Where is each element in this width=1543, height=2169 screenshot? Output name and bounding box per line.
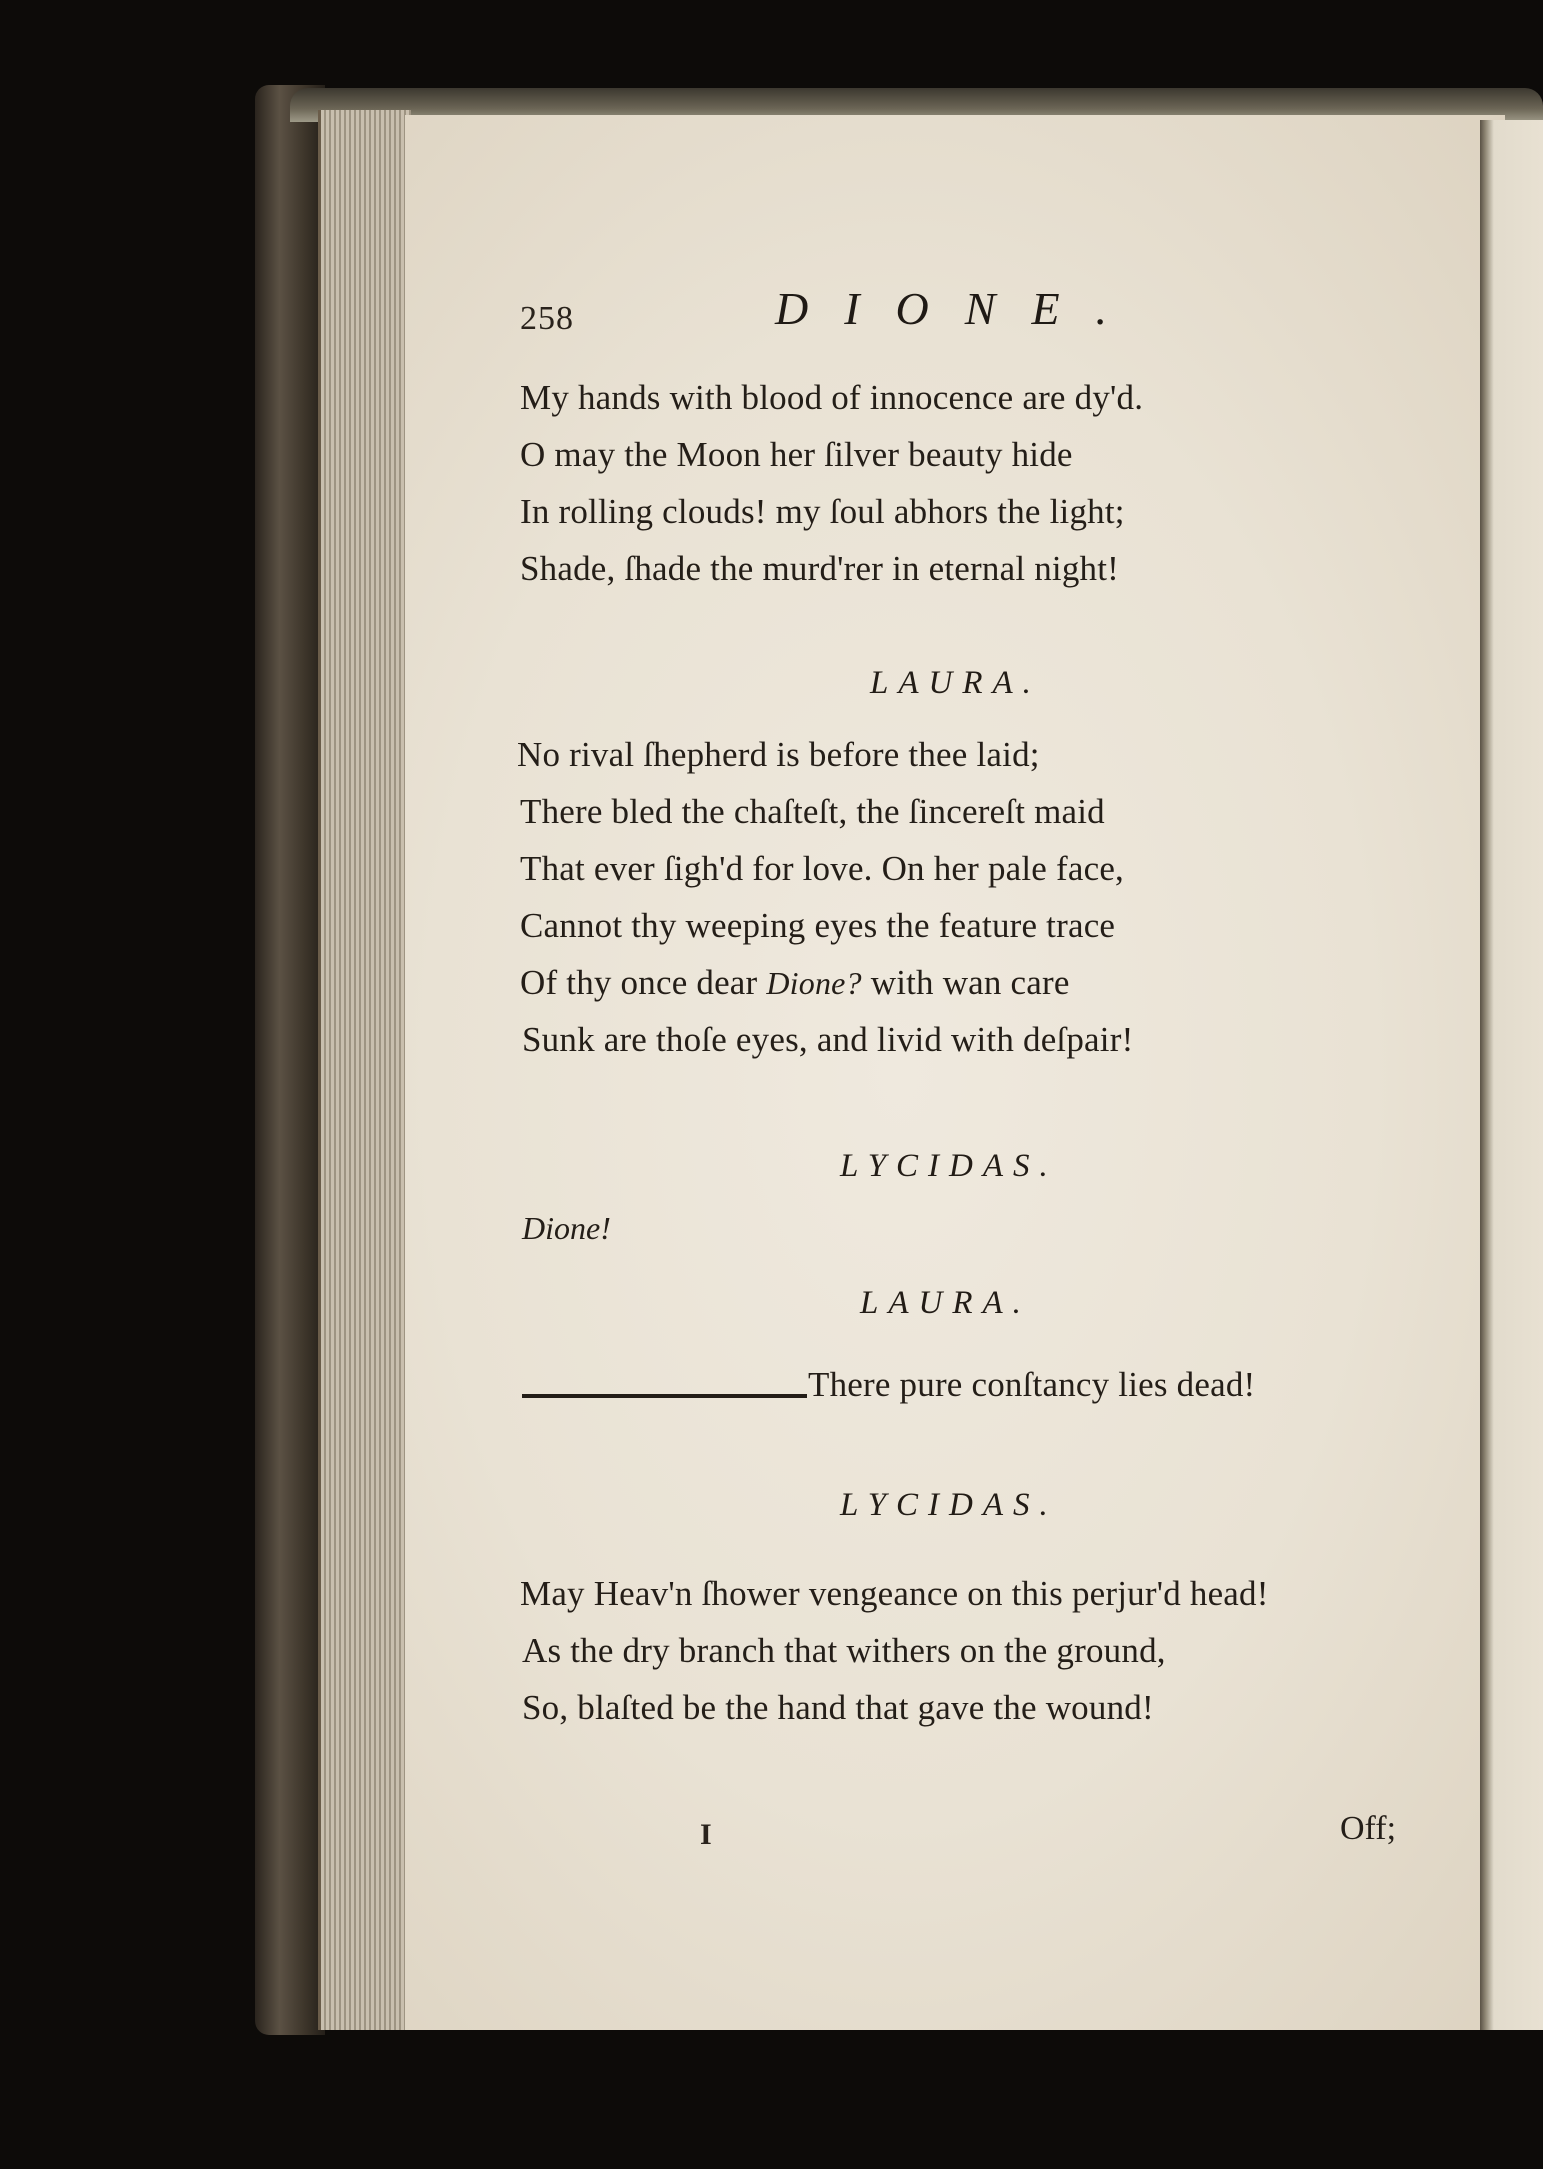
verse-line: In rolling clouds! my ſoul abhors the light; (520, 492, 1125, 531)
page-number: 258 (520, 300, 574, 337)
facing-page-edge (1480, 120, 1543, 2030)
verse-line: Cannot thy weeping eyes the feature trace (520, 906, 1116, 945)
book-spine (255, 85, 325, 2035)
running-title: DIONE. (775, 283, 1144, 334)
speaker-heading: LAURA. (860, 1285, 1031, 1321)
speaker-heading: LYCIDAS. (840, 1148, 1058, 1184)
verse-line: O may the Moon her ſilver beauty hide (520, 435, 1073, 474)
page-edges (318, 110, 411, 2030)
signature-mark: I (700, 1818, 712, 1851)
interjection: Dione! (522, 1210, 611, 1246)
verse-line: My hands with blood of innocence are dy'd. (520, 378, 1144, 417)
speaker-heading: LAURA. (870, 665, 1041, 701)
verse-line: So, blaſted be the hand that gave the wound! (522, 1688, 1154, 1727)
verse-name-italic: Dione? (766, 965, 862, 1001)
verse-line: No rival ſhepherd is before thee laid; (517, 735, 1040, 774)
verse-line: There bled the chaſteſt, the ſincereſt maid (520, 792, 1105, 831)
verse-line: May Heav'n ſhower vengeance on this perjur'd head! (520, 1574, 1269, 1613)
page-header (520, 280, 1200, 340)
verse-line: There pure conſtancy lies dead! (808, 1365, 1256, 1404)
em-dash-rule (522, 1394, 807, 1398)
verse-line: Sunk are thoſe eyes, and livid with deſpair! (522, 1020, 1134, 1059)
verse-line: That ever ſigh'd for love. On her pale face, (520, 849, 1125, 888)
verse-line: Shade, ſhade the murd'rer in eternal night! (520, 549, 1120, 588)
verse-line: As the dry branch that withers on the ground, (522, 1631, 1166, 1670)
verse-text: with wan care (870, 963, 1070, 1002)
catchword: Off; (1340, 1810, 1397, 1847)
verse-text: Of thy once dear (520, 963, 758, 1002)
speaker-heading: LYCIDAS. (840, 1487, 1058, 1523)
verse-line (520, 963, 1070, 1003)
